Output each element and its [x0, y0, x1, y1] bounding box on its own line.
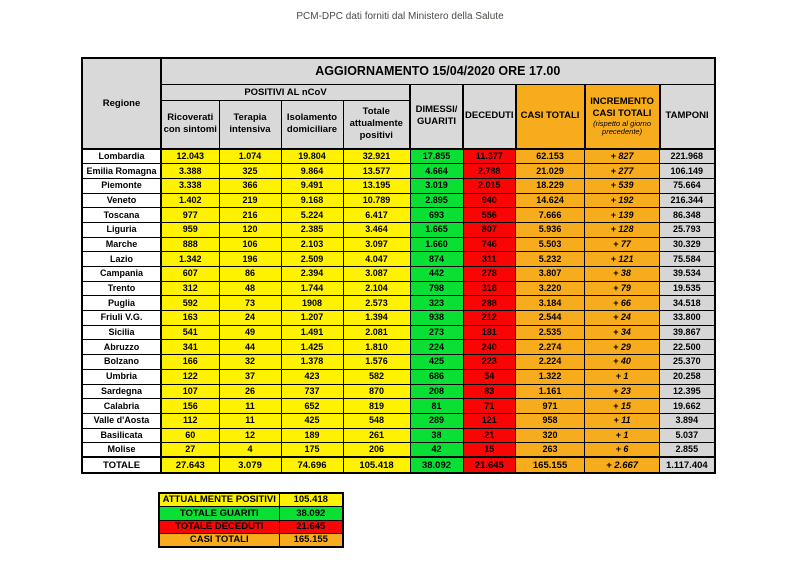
- cell-deceased: 556: [463, 208, 516, 223]
- cell-total-positive: 10.789: [343, 193, 410, 208]
- cell-recovered: 17.855: [410, 149, 463, 164]
- cell-icu: 26: [219, 384, 281, 399]
- cell-total-positive: 206: [343, 443, 410, 458]
- cell-total-positive: 1.394: [343, 311, 410, 326]
- cell-home-isolation: 1.378: [281, 355, 343, 370]
- cell-home-isolation: 9.168: [281, 193, 343, 208]
- table-row: [82, 178, 715, 193]
- col-header-hospitalized: Ricoverati con sintomi: [161, 100, 219, 149]
- summary-row: [159, 493, 343, 507]
- cell-home-isolation: 1.207: [281, 311, 343, 326]
- col-header-deceased: DECEDUTI: [463, 84, 516, 149]
- cell-swabs: 221.968: [660, 149, 715, 164]
- col-header-recovered: DIMESSI/ GUARITI: [410, 84, 463, 149]
- cell-deceased: 240: [463, 340, 516, 355]
- table-row: [82, 222, 715, 237]
- cell-total-positive: 548: [343, 413, 410, 428]
- cell-swabs: 33.800: [660, 311, 715, 326]
- cell-home-isolation: 425: [281, 413, 343, 428]
- cell-icu: 32: [219, 355, 281, 370]
- summary-label: CASI TOTALI: [159, 534, 279, 548]
- total-cell-total-positive: 105.418: [343, 457, 410, 473]
- cell-total-cases: 1.161: [516, 384, 585, 399]
- cell-deceased: 181: [463, 325, 516, 340]
- table-row: [82, 237, 715, 252]
- cell-deceased: 940: [463, 193, 516, 208]
- cell-recovered: 81: [410, 399, 463, 414]
- total-cell-hospitalized: 27.643: [161, 457, 219, 473]
- cell-home-isolation: 2.385: [281, 222, 343, 237]
- cell-home-isolation: 2.103: [281, 237, 343, 252]
- cell-recovered: 1.665: [410, 222, 463, 237]
- cell-deceased: 223: [463, 355, 516, 370]
- cell-increment: + 34: [585, 325, 660, 340]
- cell-deceased: 807: [463, 222, 516, 237]
- cell-icu: 11: [219, 399, 281, 414]
- cell-increment: + 539: [585, 178, 660, 193]
- cell-icu: 366: [219, 178, 281, 193]
- cell-total-positive: 3.097: [343, 237, 410, 252]
- cell-hospitalized: 3.388: [161, 164, 219, 179]
- cell-icu: 216: [219, 208, 281, 223]
- cell-hospitalized: 163: [161, 311, 219, 326]
- cell-home-isolation: 1.491: [281, 325, 343, 340]
- summary-table: [158, 492, 344, 548]
- table-row: [82, 252, 715, 267]
- cell-recovered: 4.664: [410, 164, 463, 179]
- cell-icu: 219: [219, 193, 281, 208]
- cell-total-positive: 3.087: [343, 267, 410, 282]
- cell-total-positive: 870: [343, 384, 410, 399]
- cell-total-positive: 3.464: [343, 222, 410, 237]
- cell-increment: + 77: [585, 237, 660, 252]
- cell-icu: 12: [219, 428, 281, 443]
- cell-region-name: Veneto: [82, 193, 161, 208]
- cell-swabs: 106.149: [660, 164, 715, 179]
- cell-icu: 11: [219, 413, 281, 428]
- cell-total-cases: 958: [516, 413, 585, 428]
- cell-deceased: 212: [463, 311, 516, 326]
- cell-total-cases: 3.220: [516, 281, 585, 296]
- cell-deceased: 121: [463, 413, 516, 428]
- total-cell-deceased: 21.645: [463, 457, 516, 473]
- cell-swabs: 12.395: [660, 384, 715, 399]
- cell-recovered: 425: [410, 355, 463, 370]
- table-row: [82, 340, 715, 355]
- cell-increment: + 1: [585, 428, 660, 443]
- cell-swabs: 3.894: [660, 413, 715, 428]
- col-header-total-positive: Totale attualmente positivi: [343, 100, 410, 149]
- summary-label: TOTALE DECEDUTI: [159, 520, 279, 534]
- table-row: [82, 296, 715, 311]
- cell-hospitalized: 166: [161, 355, 219, 370]
- cell-home-isolation: 1.744: [281, 281, 343, 296]
- cell-total-positive: 261: [343, 428, 410, 443]
- total-cell-icu: 3.079: [219, 457, 281, 473]
- total-cell-increment: + 2.667: [585, 457, 660, 473]
- cell-region-name: Puglia: [82, 296, 161, 311]
- cell-total-positive: 1.576: [343, 355, 410, 370]
- cell-recovered: 2.895: [410, 193, 463, 208]
- table-row: [82, 311, 715, 326]
- cell-total-cases: 971: [516, 399, 585, 414]
- cell-total-positive: 2.573: [343, 296, 410, 311]
- cell-icu: 73: [219, 296, 281, 311]
- cell-recovered: 289: [410, 413, 463, 428]
- cell-increment: + 29: [585, 340, 660, 355]
- cell-total-cases: 14.624: [516, 193, 585, 208]
- cell-total-cases: 62.153: [516, 149, 585, 164]
- cell-recovered: 693: [410, 208, 463, 223]
- cell-increment: + 79: [585, 281, 660, 296]
- cell-icu: 49: [219, 325, 281, 340]
- cell-region-name: Bolzano: [82, 355, 161, 370]
- cell-deceased: 83: [463, 384, 516, 399]
- cell-hospitalized: 541: [161, 325, 219, 340]
- cell-region-name: Lazio: [82, 252, 161, 267]
- cell-deceased: 311: [463, 252, 516, 267]
- cell-deceased: 2.788: [463, 164, 516, 179]
- cell-deceased: 278: [463, 267, 516, 282]
- cell-recovered: 323: [410, 296, 463, 311]
- cell-home-isolation: 19.804: [281, 149, 343, 164]
- table-row: [82, 355, 715, 370]
- cell-icu: 37: [219, 369, 281, 384]
- cell-hospitalized: 3.338: [161, 178, 219, 193]
- cell-total-positive: 32.921: [343, 149, 410, 164]
- cell-increment: + 827: [585, 149, 660, 164]
- table-row: [82, 281, 715, 296]
- total-cell-recovered: 38.092: [410, 457, 463, 473]
- cell-total-cases: 2.274: [516, 340, 585, 355]
- cell-home-isolation: 189: [281, 428, 343, 443]
- table-row: [82, 208, 715, 223]
- cell-hospitalized: 156: [161, 399, 219, 414]
- cell-swabs: 86.348: [660, 208, 715, 223]
- cell-swabs: 25.793: [660, 222, 715, 237]
- cell-deceased: 71: [463, 399, 516, 414]
- table-row: [82, 443, 715, 458]
- summary-body: [159, 493, 343, 547]
- cell-recovered: 442: [410, 267, 463, 282]
- covid-region-table: [81, 57, 716, 474]
- cell-deceased: 288: [463, 296, 516, 311]
- summary-row: [159, 507, 343, 521]
- cell-hospitalized: 60: [161, 428, 219, 443]
- cell-region-name: Sardegna: [82, 384, 161, 399]
- cell-icu: 24: [219, 311, 281, 326]
- cell-icu: 325: [219, 164, 281, 179]
- cell-increment: + 38: [585, 267, 660, 282]
- cell-home-isolation: 9.864: [281, 164, 343, 179]
- cell-swabs: 22.500: [660, 340, 715, 355]
- table-row: [82, 164, 715, 179]
- cell-increment: + 11: [585, 413, 660, 428]
- cell-hospitalized: 312: [161, 281, 219, 296]
- cell-total-positive: 2.081: [343, 325, 410, 340]
- summary-value: 38.092: [279, 507, 343, 521]
- cell-increment: + 139: [585, 208, 660, 223]
- cell-increment: + 6: [585, 443, 660, 458]
- cell-increment: + 40: [585, 355, 660, 370]
- cell-total-cases: 1.322: [516, 369, 585, 384]
- col-header-swabs: TAMPONI: [660, 84, 715, 149]
- cell-region-name: Basilicata: [82, 428, 161, 443]
- cell-region-name: Sicilia: [82, 325, 161, 340]
- cell-recovered: 224: [410, 340, 463, 355]
- cell-total-positive: 13.577: [343, 164, 410, 179]
- cell-home-isolation: 175: [281, 443, 343, 458]
- cell-home-isolation: 2.509: [281, 252, 343, 267]
- cell-home-isolation: 1.425: [281, 340, 343, 355]
- cell-region-name: Emilia Romagna: [82, 164, 161, 179]
- cell-swabs: 25.370: [660, 355, 715, 370]
- table-body: [82, 149, 715, 457]
- cell-hospitalized: 112: [161, 413, 219, 428]
- cell-hospitalized: 959: [161, 222, 219, 237]
- cell-region-name: Valle d'Aosta: [82, 413, 161, 428]
- cell-increment: + 24: [585, 311, 660, 326]
- cell-region-name: Piemonte: [82, 178, 161, 193]
- cell-swabs: 75.664: [660, 178, 715, 193]
- cell-hospitalized: 888: [161, 237, 219, 252]
- cell-icu: 1.074: [219, 149, 281, 164]
- cell-total-positive: 13.195: [343, 178, 410, 193]
- cell-icu: 106: [219, 237, 281, 252]
- cell-increment: + 66: [585, 296, 660, 311]
- cell-total-cases: 2.535: [516, 325, 585, 340]
- cell-hospitalized: 107: [161, 384, 219, 399]
- cell-hospitalized: 592: [161, 296, 219, 311]
- cell-recovered: 798: [410, 281, 463, 296]
- total-cell-swabs: 1.117.404: [660, 457, 715, 473]
- cell-total-positive: 2.104: [343, 281, 410, 296]
- cell-hospitalized: 1.402: [161, 193, 219, 208]
- cell-increment: + 277: [585, 164, 660, 179]
- cell-deceased: 54: [463, 369, 516, 384]
- cell-total-positive: 1.810: [343, 340, 410, 355]
- increment-header-note: (rispetto al giorno precedente): [593, 118, 652, 137]
- cell-deceased: 746: [463, 237, 516, 252]
- cell-hospitalized: 607: [161, 267, 219, 282]
- summary-label: ATTUALMENTE POSITIVI: [159, 493, 279, 507]
- cell-recovered: 38: [410, 428, 463, 443]
- cell-icu: 86: [219, 267, 281, 282]
- cell-region-name: Abruzzo: [82, 340, 161, 355]
- update-banner: AGGIORNAMENTO 15/04/2020 ORE 17.00: [161, 58, 715, 84]
- cell-home-isolation: 737: [281, 384, 343, 399]
- cell-swabs: 75.584: [660, 252, 715, 267]
- cell-recovered: 208: [410, 384, 463, 399]
- cell-swabs: 39.867: [660, 325, 715, 340]
- summary-value: 165.155: [279, 534, 343, 548]
- table-row: [82, 193, 715, 208]
- table-row: [82, 325, 715, 340]
- table-row: [82, 428, 715, 443]
- cell-home-isolation: 9.491: [281, 178, 343, 193]
- cell-swabs: 20.258: [660, 369, 715, 384]
- cell-swabs: 19.662: [660, 399, 715, 414]
- cell-deceased: 15: [463, 443, 516, 458]
- cell-hospitalized: 341: [161, 340, 219, 355]
- totals-label: TOTALE: [82, 457, 161, 473]
- cell-increment: + 1: [585, 369, 660, 384]
- cell-hospitalized: 27: [161, 443, 219, 458]
- col-header-increment: [585, 84, 660, 149]
- cell-swabs: 2.855: [660, 443, 715, 458]
- cell-deceased: 21: [463, 428, 516, 443]
- cell-recovered: 874: [410, 252, 463, 267]
- cell-total-cases: 3.184: [516, 296, 585, 311]
- totals-row: [82, 457, 715, 473]
- cell-total-cases: 263: [516, 443, 585, 458]
- cell-total-positive: 582: [343, 369, 410, 384]
- cell-swabs: 30.329: [660, 237, 715, 252]
- cell-region-name: Calabria: [82, 399, 161, 414]
- cell-total-positive: 6.417: [343, 208, 410, 223]
- cell-total-cases: 2.224: [516, 355, 585, 370]
- cell-region-name: Marche: [82, 237, 161, 252]
- cell-total-cases: 320: [516, 428, 585, 443]
- total-cell-home-isolation: 74.696: [281, 457, 343, 473]
- summary-value: 21.645: [279, 520, 343, 534]
- cell-increment: + 15: [585, 399, 660, 414]
- cell-swabs: 19.535: [660, 281, 715, 296]
- cell-total-positive: 4.047: [343, 252, 410, 267]
- table-row: [82, 149, 715, 164]
- col-group-header-positives: POSITIVI AL nCoV: [161, 84, 410, 100]
- cell-recovered: 686: [410, 369, 463, 384]
- cell-total-cases: 21.029: [516, 164, 585, 179]
- cell-deceased: 11.377: [463, 149, 516, 164]
- cell-swabs: 34.518: [660, 296, 715, 311]
- cell-total-positive: 819: [343, 399, 410, 414]
- cell-home-isolation: 423: [281, 369, 343, 384]
- cell-recovered: 938: [410, 311, 463, 326]
- table-row: [82, 267, 715, 282]
- cell-increment: + 121: [585, 252, 660, 267]
- cell-region-name: Molise: [82, 443, 161, 458]
- cell-hospitalized: 122: [161, 369, 219, 384]
- table-header: [82, 58, 715, 149]
- increment-header-title: INCREMENTO CASI TOTALI: [590, 95, 654, 119]
- cell-recovered: 273: [410, 325, 463, 340]
- summary-row: [159, 534, 343, 548]
- col-header-region: Regione: [82, 58, 161, 149]
- table-row: [82, 413, 715, 428]
- cell-hospitalized: 12.043: [161, 149, 219, 164]
- total-cell-total-cases: 165.155: [516, 457, 585, 473]
- summary-row: [159, 520, 343, 534]
- cell-total-cases: 5.232: [516, 252, 585, 267]
- cell-increment: + 128: [585, 222, 660, 237]
- page-title: PCM-DPC dati forniti dal Ministero della Salute: [296, 11, 504, 22]
- cell-icu: 196: [219, 252, 281, 267]
- cell-region-name: Trento: [82, 281, 161, 296]
- cell-icu: 48: [219, 281, 281, 296]
- cell-region-name: Lombardia: [82, 149, 161, 164]
- cell-icu: 44: [219, 340, 281, 355]
- cell-total-cases: 7.666: [516, 208, 585, 223]
- cell-increment: + 23: [585, 384, 660, 399]
- col-header-total-cases: CASI TOTALI: [516, 84, 585, 149]
- cell-home-isolation: 1908: [281, 296, 343, 311]
- table-row: [82, 384, 715, 399]
- cell-total-cases: 3.807: [516, 267, 585, 282]
- cell-total-cases: 5.503: [516, 237, 585, 252]
- cell-region-name: Friuli V.G.: [82, 311, 161, 326]
- cell-home-isolation: 652: [281, 399, 343, 414]
- cell-recovered: 42: [410, 443, 463, 458]
- cell-region-name: Umbria: [82, 369, 161, 384]
- cell-hospitalized: 977: [161, 208, 219, 223]
- summary-label: TOTALE GUARITI: [159, 507, 279, 521]
- cell-total-cases: 2.544: [516, 311, 585, 326]
- cell-icu: 4: [219, 443, 281, 458]
- cell-total-cases: 18.229: [516, 178, 585, 193]
- summary-value: 105.418: [279, 493, 343, 507]
- table-row: [82, 399, 715, 414]
- table-row: [82, 369, 715, 384]
- cell-swabs: 216.344: [660, 193, 715, 208]
- cell-recovered: 1.660: [410, 237, 463, 252]
- cell-total-cases: 5.936: [516, 222, 585, 237]
- col-header-icu: Terapia intensiva: [219, 100, 281, 149]
- cell-hospitalized: 1.342: [161, 252, 219, 267]
- cell-icu: 120: [219, 222, 281, 237]
- cell-increment: + 192: [585, 193, 660, 208]
- cell-swabs: 5.037: [660, 428, 715, 443]
- cell-region-name: Campania: [82, 267, 161, 282]
- cell-swabs: 39.534: [660, 267, 715, 282]
- cell-deceased: 2.015: [463, 178, 516, 193]
- cell-region-name: Liguria: [82, 222, 161, 237]
- cell-deceased: 318: [463, 281, 516, 296]
- col-header-home-isolation: Isolamento domiciliare: [281, 100, 343, 149]
- cell-recovered: 3.019: [410, 178, 463, 193]
- cell-home-isolation: 2.394: [281, 267, 343, 282]
- cell-home-isolation: 5.224: [281, 208, 343, 223]
- cell-region-name: Toscana: [82, 208, 161, 223]
